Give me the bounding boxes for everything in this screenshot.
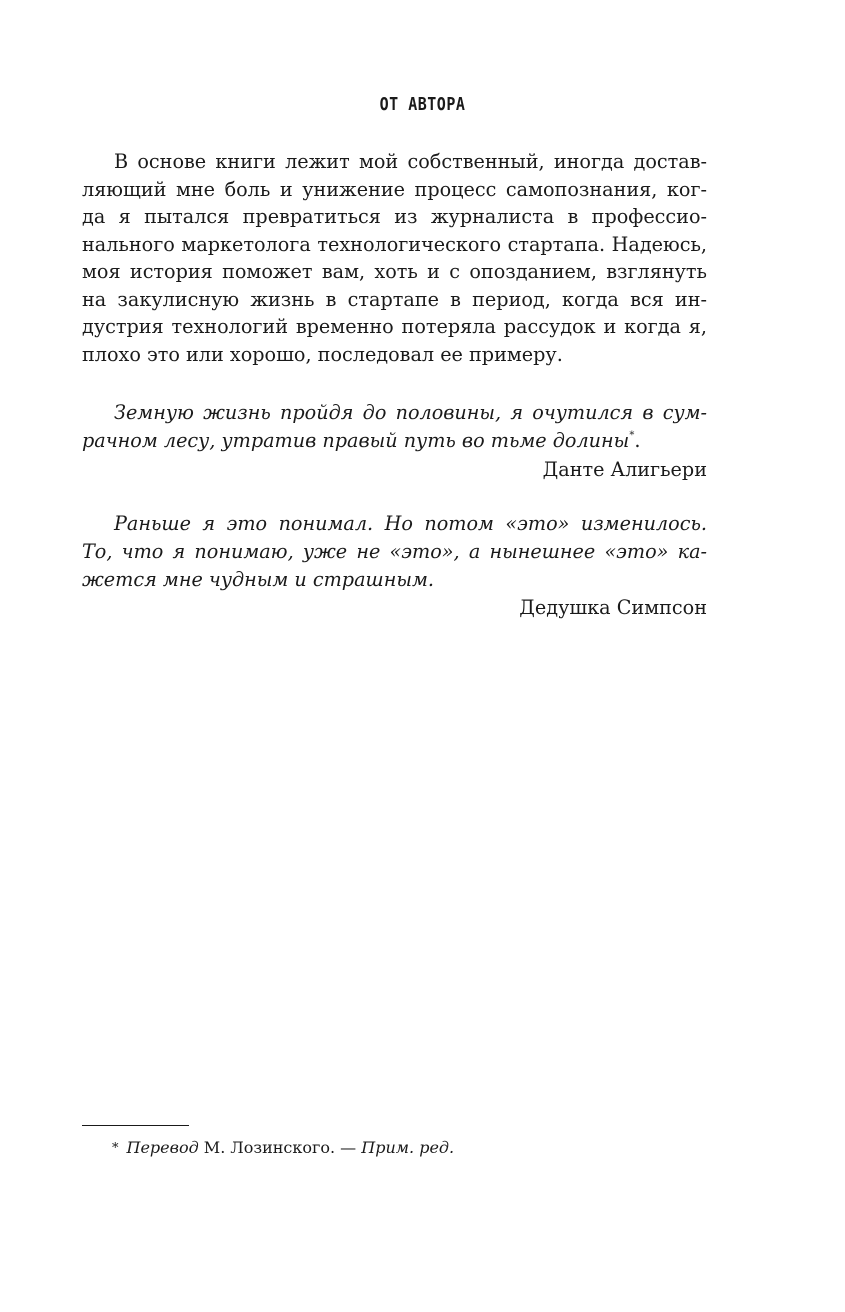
- epigraph-line: Земную жизнь пройдя до половины, я очутился в сум-: [114, 401, 707, 424]
- footnote: [112, 1138, 454, 1157]
- epigraph-line: жется мне чудным и страшным.: [82, 568, 434, 591]
- paragraph-line: да я пытался превратиться из журналиста в профессио-: [82, 205, 707, 228]
- epigraph-author: Дедушка Симпсон: [519, 596, 707, 619]
- paragraph-line: дустрия технологий временно потеряла рассудок и когда я,: [82, 315, 707, 338]
- paragraph-line: нального маркетолога технологического стартапа. Надеюсь,: [82, 233, 707, 256]
- footnote-divider: [82, 1125, 189, 1126]
- footnote-text-italic: Перевод: [126, 1138, 199, 1157]
- epigraph-end-punctuation: .: [634, 429, 641, 452]
- paragraph-line: В основе книги лежит мой собственный, иногда достав-: [114, 150, 707, 173]
- paragraph-line: ляющий мне боль и унижение процесс самопознания, ког-: [82, 178, 707, 201]
- epigraph-text: рачном лесу, утратив правый путь во тьме долины: [82, 429, 630, 452]
- paragraph-line: плохо это или хорошо, последовал ее примеру.: [82, 343, 563, 366]
- footnote-text: М. Лозинского. —: [198, 1138, 362, 1157]
- page-title: ОТ АВТОРА: [379, 93, 466, 115]
- epigraph-author: Данте Алигьери: [542, 458, 707, 481]
- footnote-marker: *: [629, 430, 635, 441]
- epigraph-line: Раньше я это понимал. Но потом «это» изменилось.: [114, 512, 707, 535]
- footnote-text-italic: Прим. ред.: [361, 1138, 455, 1157]
- epigraph-line: То, что я понимаю, уже не «это», а нынешнее «это» ка-: [82, 540, 707, 563]
- paragraph-line: на закулисную жизнь в стартапе в период, когда вся ин-: [82, 288, 707, 311]
- footnote-mark: *: [112, 1141, 119, 1156]
- paragraph-line: моя история поможет вам, хоть и с опозданием, взглянуть: [82, 260, 707, 283]
- epigraph-line: [82, 431, 707, 450]
